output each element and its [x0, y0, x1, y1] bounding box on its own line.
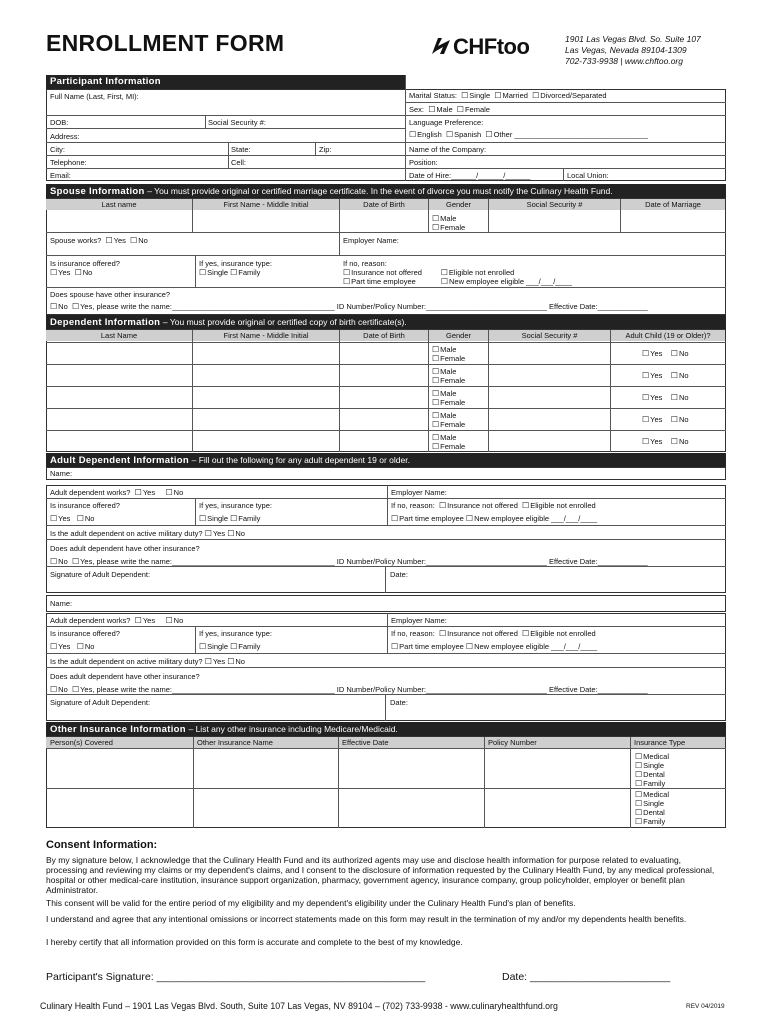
adult1-not-eligible-checkbox[interactable]: ☐ Eligible not enrolled — [522, 501, 596, 510]
dep-row4-gender — [432, 411, 465, 429]
dep5-male-checkbox[interactable]: ☐ Male — [432, 433, 465, 442]
row2-family-checkbox[interactable]: ☐ Family — [635, 817, 669, 826]
spouse-works-no-checkbox[interactable]: ☐ No — [130, 236, 148, 245]
dep5-yes-checkbox[interactable]: ☐ Yes — [642, 437, 662, 446]
adult2-works: Adult dependent works? ☐ Yes ☐ No — [50, 616, 183, 625]
row1-dental-checkbox[interactable]: ☐ Dental — [635, 770, 669, 779]
english-checkbox[interactable]: ☐ English — [409, 130, 442, 139]
adult2-family-checkbox[interactable]: ☐ Family — [230, 642, 260, 651]
dep-row3-gender — [432, 389, 465, 407]
adult1-not-offered-checkbox[interactable]: ☐ Insurance not offered — [439, 501, 518, 510]
spouse-ins-no-checkbox[interactable]: ☐ No — [75, 268, 93, 277]
adult2-works-yes-checkbox[interactable]: ☐ Yes — [135, 616, 155, 625]
spouse-id-number: ID Number/Policy Number:_____________________________ — [336, 302, 547, 311]
row2-medical-checkbox[interactable]: ☐ Medical — [635, 790, 669, 799]
adult1-ins-offered-label: Is insurance offered? — [50, 501, 120, 510]
adult2-name-row — [46, 595, 726, 612]
row1-single-checkbox[interactable]: ☐ Single — [635, 761, 669, 770]
adult1-part-time-checkbox[interactable]: ☐ Part time employee — [391, 514, 464, 523]
spouse-ins-yes-checkbox[interactable]: ☐ Yes — [50, 268, 70, 277]
row2-dental-checkbox[interactable]: ☐ Dental — [635, 808, 669, 817]
dep-row4-adult — [642, 415, 689, 424]
divorced-checkbox[interactable]: ☐ Divorced/Separated — [532, 91, 606, 100]
dep3-no-checkbox[interactable]: ☐ No — [671, 393, 689, 402]
adult1-mil-yes-checkbox[interactable]: ☐ Yes — [205, 529, 225, 538]
dob-label: DOB: — [50, 118, 69, 127]
spouse-works-yes-checkbox[interactable]: ☐ Yes — [105, 236, 125, 245]
address-line1: 1901 Las Vegas Blvd. So. Suite 107 — [565, 34, 701, 44]
dep5-no-checkbox[interactable]: ☐ No — [671, 437, 689, 446]
spouse-other-ins-label: Does spouse have other insurance? — [50, 290, 171, 299]
spouse-section-header: Spouse Information – You must provide original or certified marriage certificate. In the event of divorce you must notify the Culinary Health Fund. — [46, 184, 726, 198]
spouse-employer-label: Employer Name: — [343, 236, 399, 245]
adult1-id-number: ID Number/Policy Number:_____________________________ — [336, 557, 547, 566]
spanish-checkbox[interactable]: ☐ Spanish — [446, 130, 481, 139]
email-label: Email: — [50, 171, 71, 180]
other-col-policy: Policy Number — [485, 737, 630, 748]
dep3-yes-checkbox[interactable]: ☐ Yes — [642, 393, 662, 402]
spouse-part-time-checkbox[interactable]: ☐ Part time employee — [343, 277, 416, 286]
consent-p3: I understand and agree that any intentional omissions or incorrect statements made on this form may result in the termination of my and/or my dependents health benefits. — [46, 914, 687, 924]
adult2-other-yes-checkbox[interactable]: ☐ Yes, please write the name:_______________________________________ — [72, 685, 335, 694]
adult2-other-ins-label: Does adult dependent have other insurance? — [50, 672, 200, 681]
logo — [430, 34, 529, 60]
footer-text: Culinary Health Fund – 1901 Las Vegas Blvd. South, Suite 107 Las Vegas, NV 89104 – (702) 733-9938 - www.culinaryhealthfund.org — [40, 1001, 558, 1011]
dep3-female-checkbox[interactable]: ☐ Female — [432, 398, 465, 407]
marital-status: Marital Status: ☐ Single ☐ Married ☐ Divorced/Separated — [409, 91, 607, 100]
other-col-name: Other Insurance Name — [194, 737, 338, 748]
spouse-family-checkbox[interactable]: ☐ Family — [230, 268, 260, 277]
address-line3: 702-733-9938 | www.chftoo.org — [565, 56, 683, 66]
address-line2: Las Vegas, Nevada 89104-1309 — [565, 45, 687, 55]
spouse-ins-offered: Is insurance offered? ☐ Yes ☐ No — [50, 259, 120, 277]
adult1-works-yes-checkbox[interactable]: ☐ Yes — [135, 488, 155, 497]
adult1-effective-date: Effective Date:____________ — [549, 557, 648, 566]
position-label: Position: — [409, 158, 438, 167]
other-row1-types — [635, 752, 669, 788]
sex-field: Sex: ☐ Male ☐ Female — [409, 105, 490, 114]
adult2-new-emp-checkbox[interactable]: ☐ New employee eligible ___/___/____ — [466, 642, 597, 651]
other-row2-types — [635, 790, 669, 826]
sex-male-checkbox[interactable]: ☐ Male — [428, 105, 452, 114]
adult2-mil-no-checkbox[interactable]: ☐ No — [227, 657, 245, 666]
dep2-female-checkbox[interactable]: ☐ Female — [432, 376, 465, 385]
spouse-new-emp-checkbox[interactable]: ☐ New employee eligible ___/___/____ — [441, 277, 572, 286]
married-checkbox[interactable]: ☐ Married — [494, 91, 528, 100]
adult1-new-emp-checkbox[interactable]: ☐ New employee eligible ___/___/____ — [466, 514, 597, 523]
adult2-not-eligible-checkbox[interactable]: ☐ Eligible not enrolled — [522, 629, 596, 638]
dep2-yes-checkbox[interactable]: ☐ Yes — [642, 371, 662, 380]
other-ins-section-header: Other Insurance Information – List any other insurance including Medicare/Medicaid. — [46, 722, 726, 736]
other-ins-grid — [46, 736, 726, 828]
consent-p1: By my signature below, I acknowledge that the Culinary Health Fund and its authorized agents may use and disclose health information for purpose related to evaluating, processing and reviewing my claims or my dependent's claims, and I consent to the disclosure of information requested by the Culinary Health Fund, by any medical professional, hospital or other medical-care institution, insurance support organization, pharmacy, government agency, insurance company, group policyholder, employer or benefit plan Administrator. — [46, 855, 715, 895]
row2-single-checkbox[interactable]: ☐ Single — [635, 799, 669, 808]
dep-col-lastname: Last Name — [46, 330, 192, 341]
spouse-col-ssn: Social Security # — [489, 199, 620, 210]
local-union-label: Local Union: — [567, 171, 609, 180]
city-label: City: — [50, 145, 65, 154]
adult1-works: Adult dependent works? ☐ Yes ☐ No — [50, 488, 183, 497]
dep-col-firstname: First Name - Middle Initial — [193, 330, 339, 341]
adult2-signature-label: Signature of Adult Dependent: — [50, 698, 151, 707]
adult1-ins-type — [199, 514, 260, 523]
dep2-male-checkbox[interactable]: ☐ Male — [432, 367, 465, 376]
adult1-other-yes-checkbox[interactable]: ☐ Yes, please write the name:_______________________________________ — [72, 557, 335, 566]
language-label: Language Preference: — [409, 118, 484, 127]
dep4-no-checkbox[interactable]: ☐ No — [671, 415, 689, 424]
adult2-ins-type — [199, 642, 260, 651]
row1-family-checkbox[interactable]: ☐ Family — [635, 779, 669, 788]
other-col-effective: Effective Date — [339, 737, 484, 748]
spouse-no-reason: If no, reason: ☐ Insurance not offered ☐ Eligible not enrolled ☐ Part time employee ☐ New employee eligible ___/___/____ — [343, 259, 572, 286]
spouse-female-checkbox[interactable]: ☐ Female — [432, 223, 465, 232]
adult1-employer-label: Employer Name: — [391, 488, 447, 497]
adult2-ins-no-checkbox[interactable]: ☐ No — [77, 642, 95, 651]
spouse-ins-type: If yes, insurance type: ☐ Single ☐ Family — [199, 259, 272, 277]
adult1-works-no-checkbox[interactable]: ☐ No — [166, 488, 184, 497]
single-checkbox[interactable]: ☐ Single — [461, 91, 490, 100]
dep3-male-checkbox[interactable]: ☐ Male — [432, 389, 465, 398]
spouse-col-marriage: Date of Marriage — [621, 199, 725, 210]
adult2-ins-yes-checkbox[interactable]: ☐ Yes — [50, 642, 70, 651]
adult1-signature-label: Signature of Adult Dependent: — [50, 570, 151, 579]
adult1-single-checkbox[interactable]: ☐ Single — [199, 514, 228, 523]
dependent-grid — [46, 329, 726, 452]
adult2-no-reason2 — [391, 642, 597, 651]
dep-col-dob: Date of Birth — [340, 330, 428, 341]
other-language-checkbox[interactable]: ☐ Other ________________________________ — [485, 130, 648, 139]
spouse-effective-date: Effective Date:____________ — [549, 302, 648, 311]
adult1-no-reason: If no, reason: ☐ Insurance not offered ☐ Eligible not enrolled — [391, 501, 596, 510]
adult2-military: Is the adult dependent on active military duty? ☐ Yes ☐ No — [50, 657, 245, 666]
adult1-other-ins-row — [50, 557, 648, 566]
consent-title: Consent Information: — [46, 839, 158, 851]
dep-col-adult: Adult Child (19 or Older)? — [611, 330, 725, 341]
cell-label: Cell: — [231, 158, 247, 167]
spouse-male-checkbox[interactable]: ☐ Male — [432, 214, 465, 223]
page-title: ENROLLMENT FORM — [46, 30, 285, 56]
adult2-not-offered-checkbox[interactable]: ☐ Insurance not offered — [439, 629, 518, 638]
adult2-date-label: Date: — [390, 698, 408, 707]
adult2-works-no-checkbox[interactable]: ☐ No — [166, 616, 184, 625]
adult2-ins-type-label: If yes, insurance type: — [199, 629, 272, 638]
dep-row3-adult — [642, 393, 689, 402]
spouse-single-checkbox[interactable]: ☐ Single — [199, 268, 228, 277]
signature-date-line[interactable]: Date: ________________________ — [502, 971, 671, 983]
ssn-label: Social Security #: — [208, 118, 266, 127]
spouse-other-yes-checkbox[interactable]: ☐ Yes, please write the name:_______________________________________ — [72, 302, 335, 311]
adult2-ins-offered — [50, 642, 94, 651]
dep1-yes-checkbox[interactable]: ☐ Yes — [642, 349, 662, 358]
dep4-male-checkbox[interactable]: ☐ Male — [432, 411, 465, 420]
dep1-no-checkbox[interactable]: ☐ No — [671, 349, 689, 358]
dep2-no-checkbox[interactable]: ☐ No — [671, 371, 689, 380]
adult1-family-checkbox[interactable]: ☐ Family — [230, 514, 260, 523]
spouse-other-ins-row — [50, 302, 648, 311]
adult1-ins-no-checkbox[interactable]: ☐ No — [77, 514, 95, 523]
company-label: Name of the Company: — [409, 145, 487, 154]
sex-female-checkbox[interactable]: ☐ Female — [457, 105, 490, 114]
adult2-single-checkbox[interactable]: ☐ Single — [199, 642, 228, 651]
adult-section-header: Adult Dependent Information – Fill out the following for any adult dependent 19 or older. — [46, 453, 726, 467]
spouse-works: Spouse works? ☐ Yes ☐ No — [50, 236, 148, 245]
other-col-type: Insurance Type — [631, 737, 725, 748]
telephone-label: Telephone: — [50, 158, 87, 167]
adult2-name-label: Name: — [50, 599, 73, 608]
adult2-employer-label: Employer Name: — [391, 616, 447, 625]
dep-row5-adult — [642, 437, 689, 446]
adult1-ins-offered — [50, 514, 94, 523]
adult1-other-ins-label: Does adult dependent have other insurance? — [50, 544, 200, 553]
spouse-other-no-checkbox[interactable]: ☐ No — [50, 302, 68, 311]
language-options — [409, 130, 648, 139]
zip-label: Zip: — [319, 145, 332, 154]
adult1-other-no-checkbox[interactable]: ☐ No — [50, 557, 68, 566]
participant-signature-line[interactable]: Participant's Signature: ______________________________________________ — [46, 971, 426, 983]
adult2-other-no-checkbox[interactable]: ☐ No — [50, 685, 68, 694]
consent-p2: This consent will be valid for the entire period of my eligibility and my dependent's eligibility under the Culinary Health Fund's plan of benefits. — [46, 898, 576, 908]
adult2-ins-offered-label: Is insurance offered? — [50, 629, 120, 638]
row1-medical-checkbox[interactable]: ☐ Medical — [635, 752, 669, 761]
dep4-yes-checkbox[interactable]: ☐ Yes — [642, 415, 662, 424]
consent-p4: I hereby certify that all information provided on this form is accurate and complete to the best of my knowledge. — [46, 937, 463, 947]
spouse-col-firstname: First Name - Middle Initial — [193, 199, 339, 210]
address-block — [565, 34, 701, 67]
logo-text: CHFtoo — [453, 34, 530, 59]
state-label: State: — [231, 145, 251, 154]
dep-row5-gender — [432, 433, 465, 451]
adult1-name-row — [46, 467, 726, 480]
dep-row2-gender — [432, 367, 465, 385]
adult2-effective-date: Effective Date:____________ — [549, 685, 648, 694]
spouse-col-dob: Date of Birth — [340, 199, 428, 210]
adult1-mil-no-checkbox[interactable]: ☐ No — [227, 529, 245, 538]
adult2-mil-yes-checkbox[interactable]: ☐ Yes — [205, 657, 225, 666]
adult1-ins-yes-checkbox[interactable]: ☐ Yes — [50, 514, 70, 523]
dep-row1-adult — [642, 349, 689, 358]
dep-col-ssn: Social Security # — [489, 330, 610, 341]
spouse-not-offered-checkbox[interactable]: ☐ Insurance not offered — [343, 268, 422, 277]
spouse-not-eligible-checkbox[interactable]: ☐ Eligible not enrolled — [441, 268, 515, 277]
dep5-female-checkbox[interactable]: ☐ Female — [432, 442, 465, 451]
revision-label: REV 04/2019 — [686, 1003, 725, 1010]
adult2-part-time-checkbox[interactable]: ☐ Part time employee — [391, 642, 464, 651]
dependent-section-header: Dependent Information – You must provide original or certified copy of birth certificate(s). — [46, 315, 726, 329]
dep-row2-adult — [642, 371, 689, 380]
adult1-no-reason2 — [391, 514, 597, 523]
dep-row1-gender — [432, 345, 465, 363]
adult1-military: Is the adult dependent on active military duty? ☐ Yes ☐ No — [50, 529, 245, 538]
participant-section-header: Participant Information — [46, 75, 405, 89]
dep-col-gender: Gender — [429, 330, 488, 341]
dep1-male-checkbox[interactable]: ☐ Male — [432, 345, 465, 354]
spouse-gender — [432, 214, 465, 232]
adult1-date-label: Date: — [390, 570, 408, 579]
adult2-no-reason: If no, reason: ☐ Insurance not offered ☐ Eligible not enrolled — [391, 629, 596, 638]
dep4-female-checkbox[interactable]: ☐ Female — [432, 420, 465, 429]
other-col-persons: Person(s) Covered — [46, 737, 193, 748]
adult2-id-number: ID Number/Policy Number:_____________________________ — [336, 685, 547, 694]
spouse-col-lastname: Last name — [46, 199, 192, 210]
full-name-label: Full Name (Last, First, MI): — [50, 92, 139, 101]
hire-date-label: Date of Hire:______/______/______ — [409, 171, 531, 180]
spouse-col-gender: Gender — [429, 199, 488, 210]
logo-mark-icon — [430, 36, 452, 56]
adult1-ins-type-label: If yes, insurance type: — [199, 501, 272, 510]
adult2-other-ins-row — [50, 685, 648, 694]
adult1-name-label: Name: — [50, 469, 73, 478]
dep1-female-checkbox[interactable]: ☐ Female — [432, 354, 465, 363]
address-label: Address: — [50, 132, 80, 141]
